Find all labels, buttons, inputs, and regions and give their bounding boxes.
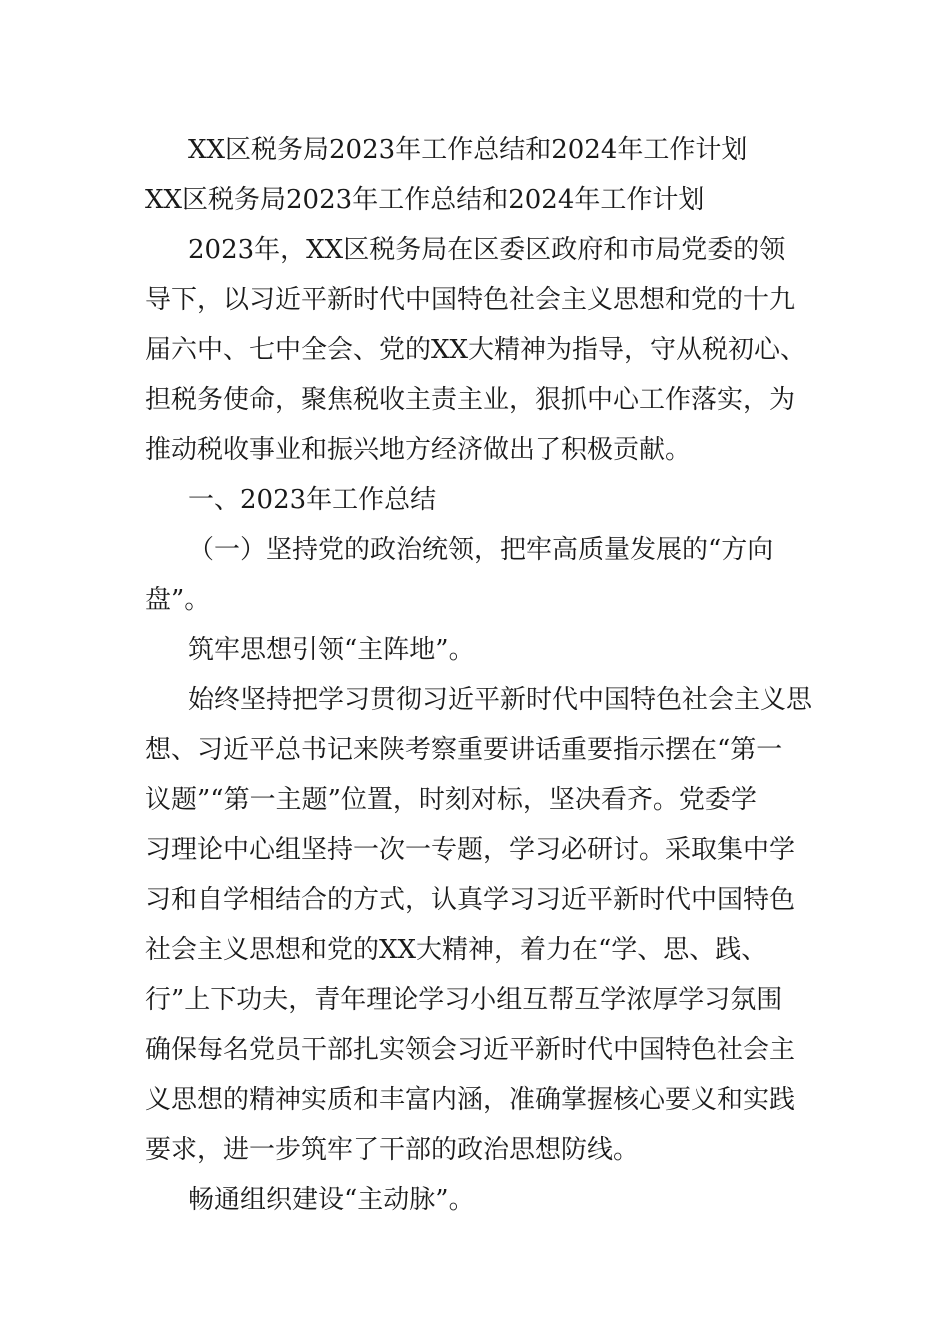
paragraph-line: 习和自学相结合的方式，认真学习习近平新时代中国特色 <box>145 885 796 915</box>
intro-line: 导下，以习近平新时代中国特色社会主义思想和党的十九 <box>145 285 796 315</box>
intro-line: 担税务使命，聚焦税收主责主业，狠抓中心工作落实，为 <box>145 385 796 415</box>
document-subtitle: XX区税务局2023年工作总结和2024年工作计划 <box>145 185 705 215</box>
intro-line: 2023年，XX区税务局在区委区政府和市局党委的领 <box>188 235 786 265</box>
subsection-heading-line: 盘”。 <box>145 585 211 615</box>
intro-line: 推动税收事业和振兴地方经济做出了积极贡献。 <box>145 435 692 465</box>
paragraph-line: 始终坚持把学习贯彻习近平新时代中国特色社会主义思 <box>188 685 813 715</box>
paragraph-line: 要求，进一步筑牢了干部的政治思想防线。 <box>145 1135 640 1165</box>
section-heading: 一、2023年工作总结 <box>188 485 437 515</box>
paragraph-line: 想、习近平总书记来陕考察重要讲话重要指示摆在“第一 <box>145 735 783 765</box>
subsection-heading-line: （一）坚持党的政治统领，把牢高质量发展的“方向 <box>188 535 774 565</box>
point-heading: 筑牢思想引领“主阵地”。 <box>188 635 475 665</box>
intro-line: 届六中、七中全会、党的XX大精神为指导，守从税初心、 <box>145 335 807 365</box>
document-title: XX区税务局2023年工作总结和2024年工作计划 <box>188 135 748 165</box>
paragraph-line: 确保每名党员干部扎实领会习近平新时代中国特色社会主 <box>145 1035 796 1065</box>
paragraph-line: 行”上下功夫，青年理论学习小组互帮互学浓厚学习氛围 <box>145 985 783 1015</box>
point-heading: 畅通组织建设“主动脉”。 <box>188 1185 475 1215</box>
paragraph-line: 社会主义思想和党的XX大精神，着力在“学、思、践、 <box>145 935 768 965</box>
paragraph-line: 义思想的精神实质和丰富内涵，准确掌握核心要义和实践 <box>145 1085 796 1115</box>
paragraph-line: 议题”“第一主题”位置，时刻对标，坚决看齐。党委学 <box>145 785 757 815</box>
paragraph-line: 习理论中心组坚持一次一专题，学习必研讨。采取集中学 <box>145 835 796 865</box>
